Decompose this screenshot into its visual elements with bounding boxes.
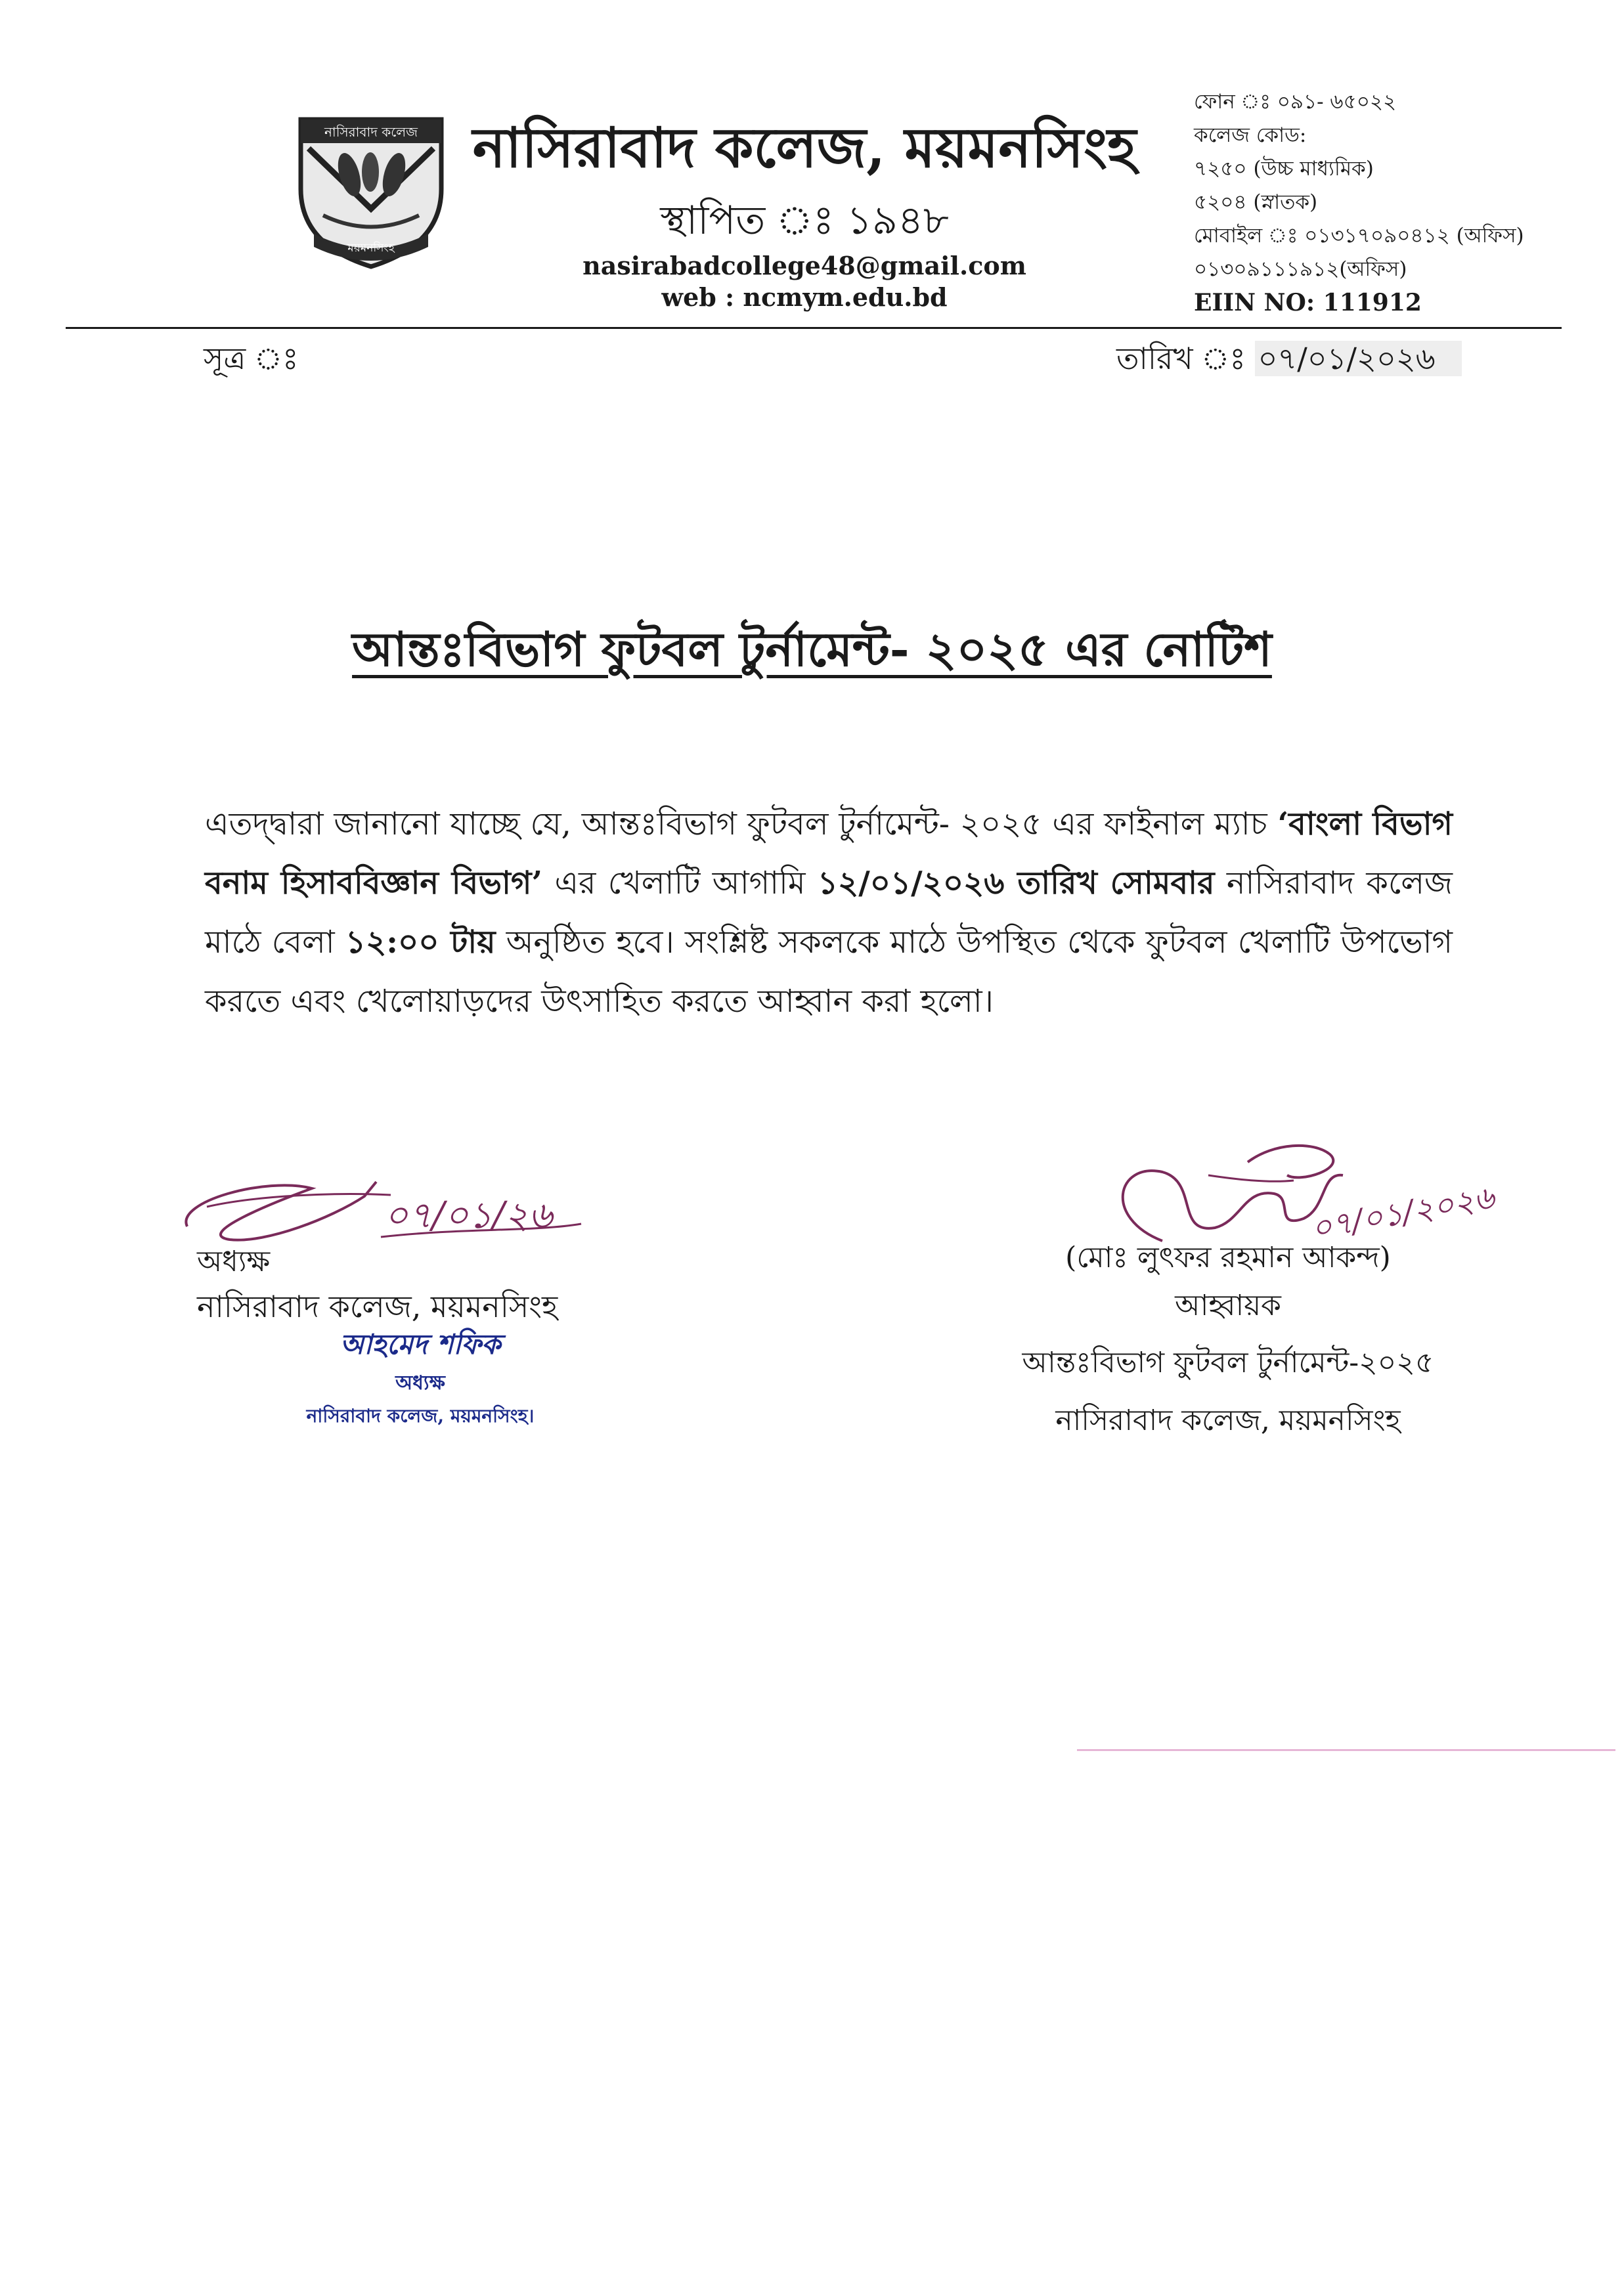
convener-college: নাসিরাবাদ কলেজ, ময়মনসিংহ — [1055, 1404, 1401, 1437]
principal-college: নাসিরাবাদ কলেজ, ময়মনসিংহ — [197, 1289, 558, 1324]
seal-name: আহমেদ শফিক — [340, 1328, 501, 1360]
reference-label: সূত্র ঃ — [204, 341, 299, 376]
college-website: web : ncmym.edu.bd — [661, 282, 948, 312]
crest-top-text: নাসিরাবাদ কলেজ — [324, 124, 418, 140]
contact-block — [1194, 85, 1535, 320]
principal-seal — [250, 1323, 591, 1433]
college-code-hsc: ৭২৫০ (উচ্চ মাধ্যমিক) — [1194, 157, 1374, 181]
date-line — [1116, 336, 1462, 386]
college-email: nasirabadcollege48@gmail.com — [582, 251, 1026, 280]
notice-match-date: ১২/০১/২০২৬ তারিখ সোমবার — [817, 865, 1215, 901]
date-label: তারিখ ঃ — [1116, 341, 1256, 376]
notice-title: আন্তঃবিভাগ ফুটবল টুর্নামেন্ট- ২০২৫ এর নোটিশ — [352, 621, 1272, 677]
header-divider — [66, 327, 1562, 329]
college-crest-icon — [289, 110, 453, 274]
convener-signature-date: ০৭/০১/২০২৬ — [1308, 1179, 1497, 1247]
mobile-number-2: ০১৩০৯১১১৯১২(অফিস) — [1194, 257, 1407, 281]
notice-body-text-2: এর খেলাটি আগামি — [542, 865, 818, 901]
notice-body-text-4: অনুষ্ঠিত হবে। সংশ্লিষ্ট সকলকে মাঠে উপস্থিত থেকে ফুটবল খেলাটি উপভোগ করতে এবং খেলোয়াড়দের উৎসাহিত করতে আহ্বান করা হলো। — [205, 924, 1453, 1020]
notice-match-name: ‘বাংলা বিভাগ বনাম হিসাববিজ্ঞান বিভাগ’ — [205, 806, 1453, 901]
seal-college: নাসিরাবাদ কলেজ, ময়মনসিংহ। — [306, 1405, 535, 1427]
mobile-number-1: মোবাইল ঃ ০১৩১৭০৯০৪১২ (অফিস) — [1194, 224, 1524, 248]
established-year: স্থাপিত ঃ ১৯৪৮ — [660, 198, 949, 244]
convener-committee: আন্তঃবিভাগ ফুটবল টুর্নামেন্ট-২০২৫ — [1022, 1346, 1434, 1379]
scan-artifact-line — [1077, 1749, 1615, 1751]
eiin-number: EIIN NO: 111912 — [1194, 289, 1422, 316]
notice-body-text-3: নাসিরাবাদ কলেজ মাঠে বেলা — [205, 865, 1453, 961]
crest-bottom-text: ময়মনসিংহ — [347, 242, 395, 255]
college-name: নাসিরাবাদ কলেজ, ময়মনসিংহ — [472, 115, 1137, 180]
notice-match-time: ১২:০০ টায় — [345, 924, 496, 961]
notice-body-text-1: এতদ্দ্বারা জানানো যাচ্ছে যে, আন্তঃবিভাগ ফুটবল টুর্নামেন্ট- ২০২৫ এর ফাইনাল ম্যাচ — [205, 806, 1278, 842]
notice-body — [205, 794, 1453, 1031]
seal-title: অধ্যক্ষ — [395, 1372, 445, 1395]
phone-number: ফোন ঃ ০৯১- ৬৫০২২ — [1194, 90, 1397, 114]
convener-name: (মোঃ লুৎফর রহমান আকন্দ) — [1065, 1241, 1391, 1274]
principal-signature-date: ০৭/০১/২৬ — [384, 1194, 553, 1237]
college-code-degree: ৫২০৪ (স্নাতক) — [1194, 190, 1318, 214]
date-value: ০৭/০১/২০২৬ — [1255, 341, 1461, 376]
convener-title: আহ্বায়ক — [1175, 1289, 1281, 1322]
college-code-label: কলেজ কোড: — [1194, 123, 1307, 147]
principal-title: অধ্যক্ষ — [197, 1245, 271, 1278]
